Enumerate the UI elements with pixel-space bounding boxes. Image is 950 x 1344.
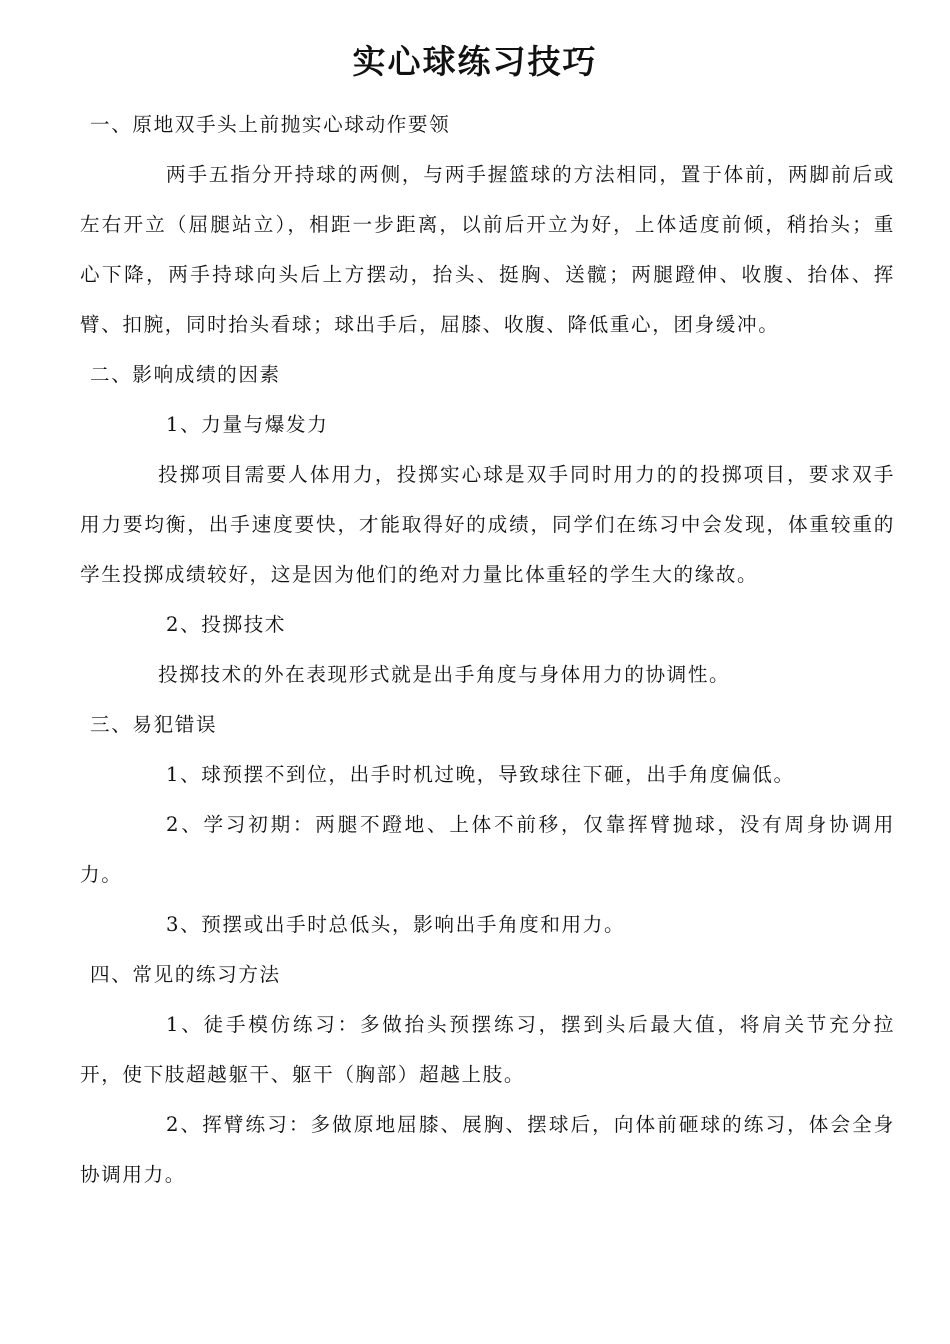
section-2-paragraph-1: 投掷项目需要人体用力，投掷实心球是双手同时用力的的投掷项目，要求双手用力要均衡，出手速度要快，才能取得好的成绩，同学们在练习中会发现，体重较重的学生投掷成绩较好，这是因为他们的绝对力量比体重轻的学生大的缘故。 bbox=[80, 463, 895, 586]
section-2-paragraph-2: 投掷技术的外在表现形式就是出手角度与身体用力的协调性。 bbox=[158, 663, 731, 686]
section-4-item-1: 1、徒手模仿练习：多做抬头预摆练习，摆到头后最大值，将肩关节充分拉开，使下肢超越躯干、躯干（胸部）超越上肢。 bbox=[80, 1013, 895, 1086]
section-heading-2: 二、影响成绩的因素 bbox=[90, 363, 281, 386]
section-1-paragraph: 两手五指分开持球的两侧，与两手握篮球的方法相同，置于体前，两脚前后或左右开立（屈腿站立），相距一步距离，以前后开立为好，上体适度前倾，稍抬头；重心下降，两手持球向头后上方摆动，抬头、挺胸、送髋；两腿蹬伸、收腹、抬体、挥臂、扣腕，同时抬头看球；球出手后，屈膝、收腹、降低重心，团身缓冲。 bbox=[80, 163, 895, 336]
section-heading-3: 三、易犯错误 bbox=[90, 713, 218, 736]
section-3-item-1: 1、球预摆不到位，出手时机过晚，导致球往下砸，出手角度偏低。 bbox=[166, 763, 795, 786]
subsection-heading-2-1: 1、力量与爆发力 bbox=[166, 413, 329, 436]
section-3-item-2: 2、学习初期：两腿不蹬地、上体不前移，仅靠挥臂抛球，没有周身协调用力。 bbox=[80, 813, 895, 886]
document-body bbox=[80, 100, 895, 1200]
subsection-heading-2-2: 2、投掷技术 bbox=[166, 613, 287, 636]
section-heading-4: 四、常见的练习方法 bbox=[90, 963, 281, 986]
section-3-item-3: 3、预摆或出手时总低头，影响出手角度和用力。 bbox=[166, 913, 626, 936]
section-heading-1: 一、原地双手头上前抛实心球动作要领 bbox=[90, 113, 451, 136]
document-title: 实心球练习技巧 bbox=[352, 42, 598, 81]
section-4-item-2: 2、挥臂练习：多做原地屈膝、展胸、摆球后，向体前砸球的练习，体会全身协调用力。 bbox=[80, 1113, 895, 1186]
